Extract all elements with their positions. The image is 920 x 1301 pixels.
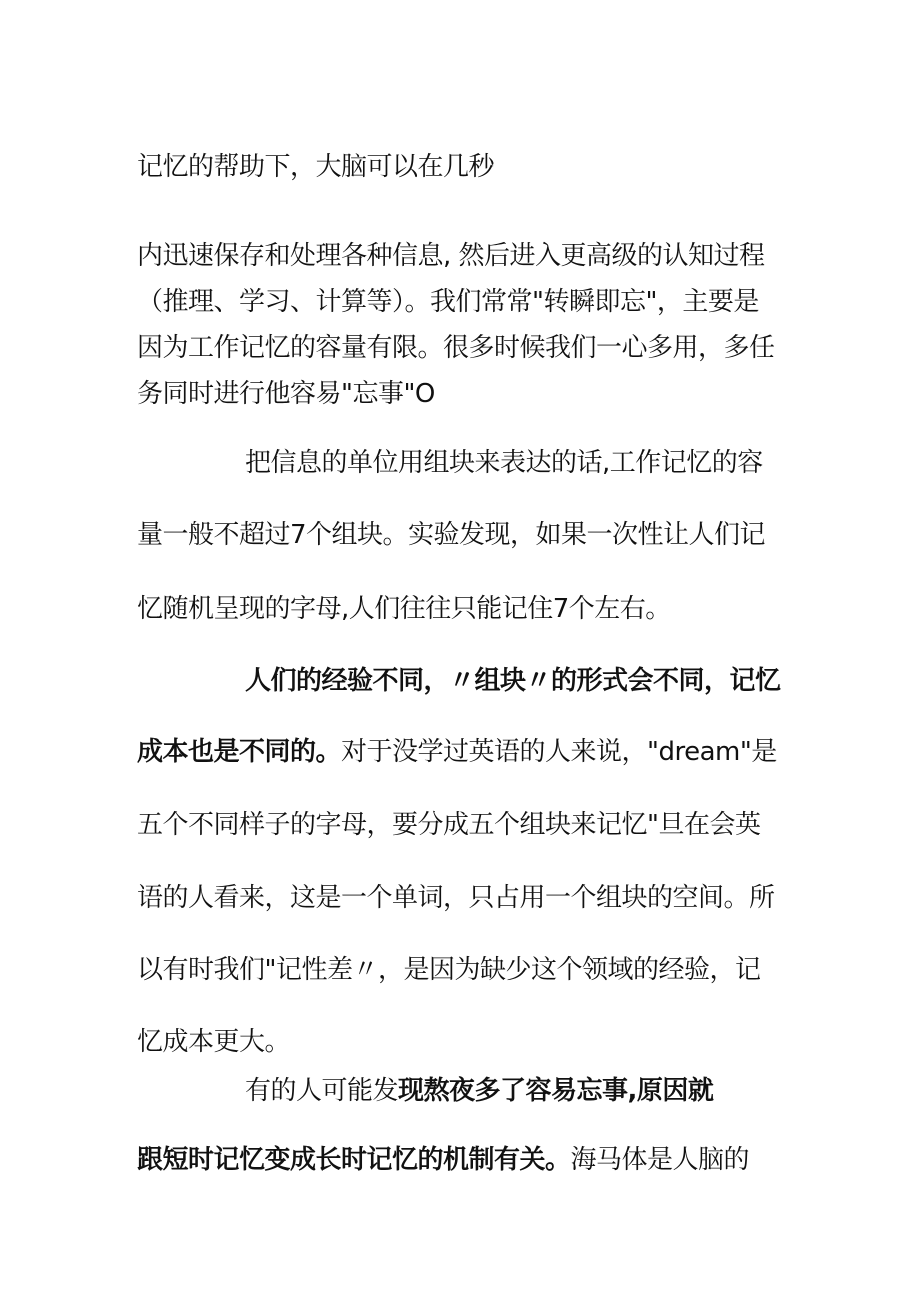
bold-text-line: 人们的经验不同，〃组块〃的形式会不同，记忆 xyxy=(245,666,781,696)
text-line: 量一般不超过7个组块。实验发现，如果一次性让人们记 xyxy=(137,520,766,550)
text-line: 因为工作记忆的容量有限。很多时候我们一心多用，多任 xyxy=(137,333,775,363)
text-line: 记忆的帮助下，大脑可以在几秒 xyxy=(137,152,495,182)
text-run: 对于没学过英语的人来说，"dream"是 xyxy=(341,737,777,767)
text-line: 忆成本更大。 xyxy=(137,1027,291,1057)
text-run: 海马体是人脑的 xyxy=(570,1145,750,1175)
text-line xyxy=(137,735,777,769)
bold-phrase: 现熬夜多了容易忘事,原因就 xyxy=(398,1076,714,1106)
text-run: 有的人可能发 xyxy=(245,1076,399,1106)
text-line: 忆随机呈现的字母,人们往往只能记住7个左右。 xyxy=(137,594,671,624)
text-line: 语的人看来，这是一个单词，只占用一个组块的空间。所 xyxy=(137,883,775,913)
text-line: 以有时我们"记性差〃，是因为缺少这个领域的经验，记 xyxy=(137,955,761,985)
bold-phrase: 跟短时记忆变成长时记忆的机制有关。 xyxy=(137,1145,571,1175)
text-line xyxy=(137,1143,749,1177)
text-line: 五个不同样子的字母，要分成五个组块来记忆"旦在会英 xyxy=(137,810,761,840)
bold-phrase: 成本也是不同的。 xyxy=(137,737,342,767)
text-line: 内迅速保存和处理各种信息, 然后进入更高级的认知过程 xyxy=(137,241,765,271)
text-line: 把信息的单位用组块来表达的话,工作记忆的容 xyxy=(245,448,763,478)
text-line xyxy=(245,1074,713,1108)
text-line: 务同时进行他容易"忘事"O xyxy=(137,379,435,409)
text-line: （推理、学习、计算等）。我们常常"转瞬即忘"，主要是 xyxy=(137,287,759,317)
